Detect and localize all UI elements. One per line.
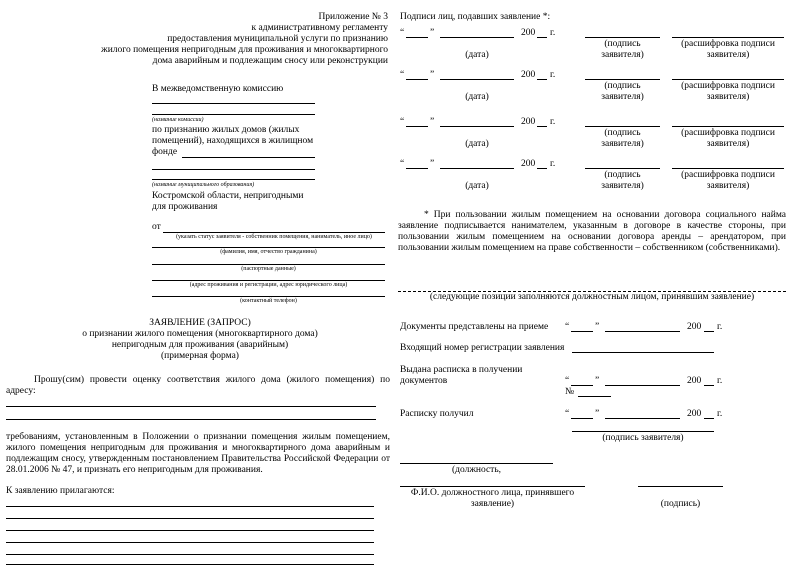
official-signature-line[interactable]	[638, 486, 723, 487]
statement-subtitle: (примерная форма)	[161, 351, 239, 361]
purpose-line: фонде	[152, 147, 178, 157]
sign-caption: (подпись	[604, 81, 641, 91]
decode-line[interactable]	[672, 168, 784, 169]
day-line[interactable]	[406, 79, 428, 80]
decode-line[interactable]	[672, 79, 784, 80]
number-sign: №	[565, 387, 575, 397]
month-line[interactable]	[605, 331, 680, 332]
month-line[interactable]	[440, 126, 514, 127]
status-line[interactable]	[163, 232, 385, 233]
sign-caption: заявителя)	[601, 92, 644, 102]
passport-line[interactable]	[152, 264, 385, 265]
official-name-caption: Ф.И.О. должностного лица, принявшего	[410, 488, 575, 498]
signature-line[interactable]	[585, 79, 660, 80]
date-caption: (дата)	[465, 181, 489, 191]
receipt-number-line[interactable]	[578, 396, 611, 397]
month-line[interactable]	[440, 37, 514, 38]
receipt-received-label: Расписку получил	[400, 409, 474, 419]
commission-caption: (название комиссии)	[152, 117, 204, 123]
purpose-line: по признанию жилых домов (жилых	[152, 125, 300, 135]
attachment-line[interactable]	[6, 564, 374, 565]
requirements-text: требованиям, установленным в Положении о признании помещения жилым помещением, жилого помещения непригодным для проживания и многоквартирного дома аварийным и подлежащим сносу, утвержденным постановлением Правительства Российской Федерации от 28.01.2006 № 47, и признать его непригодным для проживания.	[6, 432, 390, 475]
appendix-number: Приложение № 3	[318, 12, 388, 22]
year-line[interactable]	[537, 168, 547, 169]
month-line[interactable]	[440, 79, 514, 80]
attachments-label: К заявлению прилагаются:	[6, 486, 115, 496]
receipt-issued-label: документов	[400, 376, 448, 386]
purpose-line: помещений), находящихся в жилищном	[152, 136, 314, 146]
day-line[interactable]	[406, 126, 428, 127]
address-fill-line[interactable]	[6, 406, 376, 407]
day-line[interactable]	[571, 385, 593, 386]
decode-caption: заявителя)	[706, 139, 750, 149]
sign-caption: (подпись	[604, 128, 641, 138]
year-line[interactable]	[537, 79, 547, 80]
sign-caption: заявителя)	[601, 181, 644, 191]
sign-caption: заявителя)	[601, 139, 644, 149]
phone-caption: (контактный телефон)	[240, 298, 297, 304]
date-caption: (дата)	[465, 139, 489, 149]
statement-subtitle: о признании жилого помещения (многоквартирного дома)	[82, 329, 318, 339]
incoming-number-line[interactable]	[572, 352, 714, 353]
year-line[interactable]	[704, 418, 714, 419]
appendix-line: предоставления муниципальной услуги по признанию	[167, 34, 388, 44]
phone-line[interactable]	[152, 296, 385, 297]
region-line: для проживания	[152, 202, 218, 212]
decode-caption: (расшифровка подписи	[681, 128, 775, 138]
decode-caption: заявителя)	[706, 92, 750, 102]
month-line[interactable]	[605, 418, 680, 419]
signature-line[interactable]	[585, 37, 660, 38]
docs-received-label: Документы представлены на приеме	[400, 322, 549, 332]
sign-caption: заявителя)	[601, 50, 644, 60]
year-line[interactable]	[537, 126, 547, 127]
year-line[interactable]	[704, 331, 714, 332]
municipality-line[interactable]	[152, 179, 315, 180]
official-name-line[interactable]	[400, 486, 585, 487]
day-line[interactable]	[571, 418, 593, 419]
footnote: * При пользовании жилым помещением на основании договора социального найма заявление подписывается нанимателем, указанным в договоре в качестве стороны, при пользовании жилым помещением на основании договора аренды – арендатором, при пользовании жилым помещением на праве собственности – собственником (собственниками).	[398, 210, 786, 253]
status-caption: (указать статус заявителя - собственник помещения, наниматель, иное лицо)	[176, 234, 372, 240]
address-caption: (адрес проживания и регистрации, адрес юридического лица)	[189, 282, 348, 288]
request-text: Прошу(сим) провести оценку соответствия жилого дома (жилого помещения) по адресу:	[6, 375, 390, 396]
applicant-sign-caption: (подпись заявителя)	[602, 433, 684, 443]
sign-caption: (подпись	[604, 170, 641, 180]
passport-caption: (паспортные данные)	[241, 266, 296, 272]
municipality-line[interactable]	[152, 169, 315, 170]
statement-subtitle: непригодным для проживания (аварийным)	[111, 340, 289, 350]
address-fill-line[interactable]	[6, 419, 376, 420]
official-signature-caption: (подпись)	[660, 499, 701, 509]
month-line[interactable]	[440, 168, 514, 169]
appendix-line: дома аварийным и подлежащим сносу или реконструкции	[152, 56, 388, 66]
official-name-caption: заявление)	[470, 499, 515, 509]
attachment-line[interactable]	[6, 518, 374, 519]
year-line[interactable]	[704, 385, 714, 386]
decode-caption: (расшифровка подписи	[681, 81, 775, 91]
decode-caption: заявителя)	[706, 181, 750, 191]
year-line[interactable]	[537, 37, 547, 38]
sign-caption: (подпись	[604, 39, 641, 49]
commission-line[interactable]	[152, 103, 315, 104]
attachment-line[interactable]	[6, 530, 374, 531]
day-line[interactable]	[571, 331, 593, 332]
applicant-sign-line[interactable]	[572, 431, 714, 432]
position-caption: (должность,	[451, 465, 502, 475]
statement-title: ЗАЯВЛЕНИЕ (ЗАПРОС)	[149, 318, 251, 328]
address-line[interactable]	[152, 280, 385, 281]
fund-line[interactable]	[182, 157, 315, 158]
attachment-line[interactable]	[6, 542, 374, 543]
month-line[interactable]	[605, 385, 680, 386]
decode-caption: заявителя)	[706, 50, 750, 60]
signature-line[interactable]	[585, 168, 660, 169]
decode-line[interactable]	[672, 126, 784, 127]
addressee-to: В межведомственную комиссию	[152, 84, 284, 94]
position-line[interactable]	[400, 463, 553, 464]
day-line[interactable]	[406, 168, 428, 169]
date-caption: (дата)	[465, 50, 489, 60]
date-caption: (дата)	[465, 92, 489, 102]
attachment-line[interactable]	[6, 554, 374, 555]
section-note: (следующие позиции заполняются должностным лицом, принявшим заявление)	[429, 292, 755, 302]
region-line: Костромской области, непригодными	[152, 191, 304, 201]
decode-caption: (расшифровка подписи	[681, 170, 775, 180]
appendix-line: к административному регламенту	[251, 23, 388, 33]
decode-line[interactable]	[672, 37, 784, 38]
decode-caption: (расшифровка подписи	[681, 39, 775, 49]
appendix-line: жилого помещения непригодным для проживания и многоквартирного	[101, 45, 388, 55]
attachment-line[interactable]	[6, 506, 374, 507]
day-line[interactable]	[406, 37, 428, 38]
name-caption: (фамилия, имя, отчество гражданина)	[220, 249, 317, 255]
incoming-number-label: Входящий номер регистрации заявления	[400, 343, 565, 353]
receipt-issued-label: Выдана расписка в получении	[400, 365, 523, 375]
from-label: от	[152, 222, 161, 232]
signature-line[interactable]	[585, 126, 660, 127]
name-line[interactable]	[152, 247, 385, 248]
commission-line[interactable]	[152, 114, 315, 115]
signatures-header: Подписи лиц, подавших заявление *:	[400, 12, 551, 22]
municipality-caption: (название муниципального образования)	[152, 182, 255, 188]
